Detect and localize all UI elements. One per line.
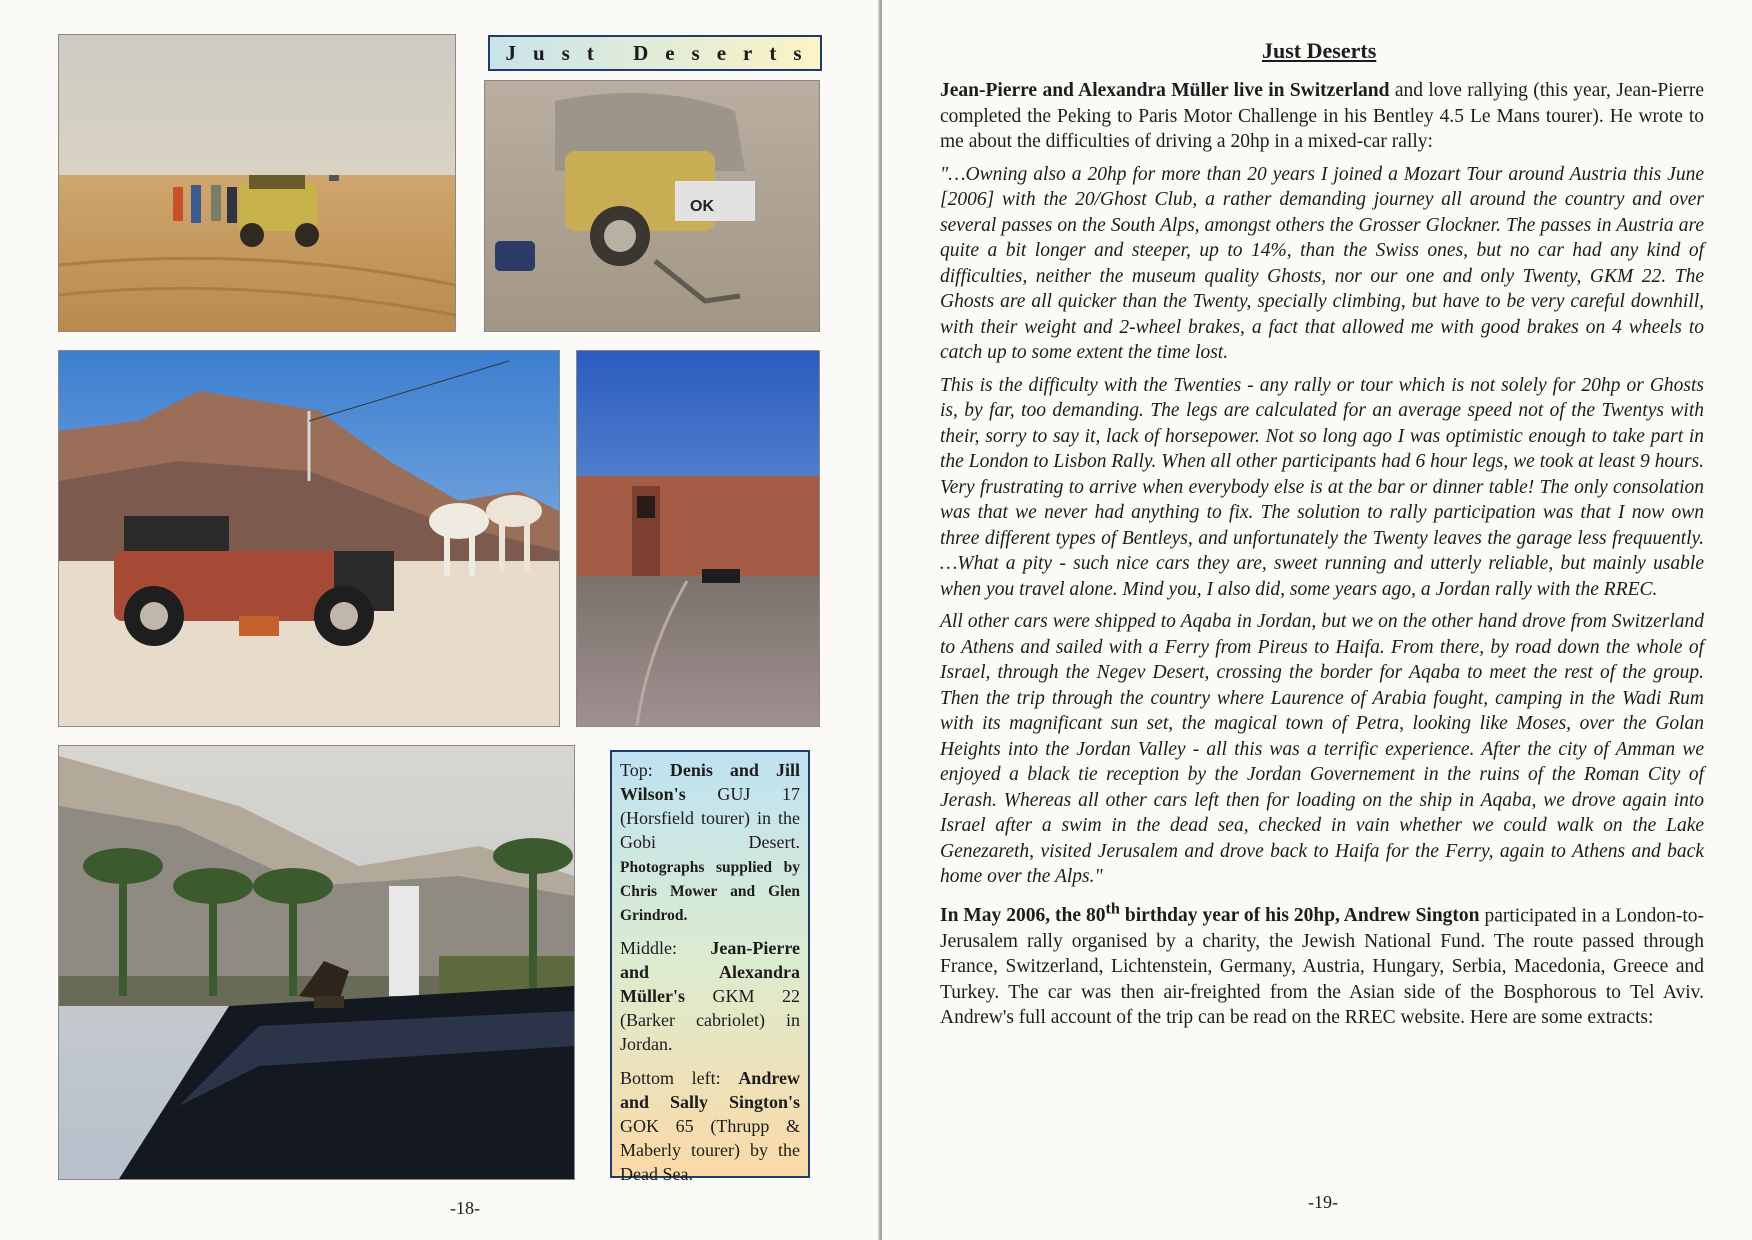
svg-text:OK: OK [690, 198, 714, 215]
page-number-right: -19- [1308, 1192, 1338, 1212]
photo-dead-sea-mascot [58, 745, 575, 1180]
article-paragraph-5: In May 2006, the 80th birthday year of his 20hp, Andrew Sington participated in a London-to-Jerusalem rally organised by a charity, the Jewish National Fund. The route passed through France, Switzerland, Lichtenstein, Germany, Austria, Hungary, Serbia, Macedonia, Greece and Turkey. The car was then air-freighted from the Asian side of the Bosphorous to Tel Aviv. Andrew's full account of the trip can be read on the RREC website. Here are some extracts: [940, 899, 1704, 1028]
article-paragraph-1: Jean-Pierre and Alexandra Müller live in Switzerland and love rallying (this year, Jean-Pierre completed the Peking to Paris Motor Challenge in his Bentley 4.5 Le Mans tourer). He wrote to me about the difficulties of driving a 20hp in a mixed-car rally: [940, 80, 1704, 152]
article-paragraph-3: This is the difficulty with the Twenties - any rally or tour which is not solely for 20hp or Ghosts is, by far, too demanding. The legs are calculated for an average speed not of the Twentys with their, sorry to say it, lack of horsepower. Not so long ago I was optimistic enough to take part in the London to Lisbon Rally. When all other participants had 6 hour legs, we took at least 9 hours. Very frustrating to arrive when everybody else is at the bar or dinner table! The only consolation was that we never had anything to fix. The solution to rally participation was that I now own three different types of Bentleys, and unfortunately the Twenty leaves the garage less frequuently. …What a pity - such nice cars they are, sweet running and utterly reliable, but mainly usable when you travel alone. Mind you, I also did, some years ago, a Jordan rally with the RREC. [940, 374, 1704, 600]
photo-gobi-desert [58, 34, 456, 332]
photo-jordan-car-camels [58, 350, 560, 727]
article-body [940, 78, 1704, 1038]
article-paragraph-2: "…Owning also a 20hp for more than 20 years I joined a Mozart Tour around Austria this June [2006] with the 20/Ghost Club, a rather demanding journey all around the country and over several passes on the South Alps, amongst others the Grosser Glockner. The passes in Austria are quite a bit longer and steeper, up to 14%, than the Swiss ones, but no car had any kind of difficulties, neither the museum quality Ghosts, nor our one and only Twenty, GKM 22. The Ghosts are all quicker than the Twenty, specially climbing, but have to be very careful downhill, with their weight and 2-wheel brakes, a fact that allowed me with good brakes on 4 wheels to catch up to some extent the time lost. [940, 163, 1704, 363]
section-banner [488, 35, 822, 71]
article-paragraph-4: All other cars were shipped to Aqaba in Jordan, but we on the other hand drove from Switzerland to Athens and sailed with a Ferry from Pireus to Haifa. From there, by road down the whole of Israel, through the Negev Desert, crossing the border for Aqaba to meet the rest of the group. Then the trip through the country where Laurence of Arabia fought, camping in the Wadi Rum with its magnificant sun set, the magical town of Petra, looking like Moses, over the Golan Heights into the Jordan Valley - all this was a terrific experience. After the city of Amman we enjoyed a black tie reception by the Jordan Governement in the ruins of the Roman City of Jerash. Whereas all other cars left then for loading on the ship in Aqaba, we drove again into Israel after a swim in the dead sea, checked in vain whether we could walk on the Lake Genezareth, visited Jerusalem and drove back to Haifa for the Ferry, again to Athens and back home over the Alps." [940, 611, 1704, 887]
photo-desert-castle [576, 350, 820, 727]
caption-top: Top: Denis and Jill Wilson's GUJ 17 (Horsfield tourer) in the Gobi Desert. Photographs supplied by Chris Mower and Glen Grindrod. [620, 760, 801, 924]
page-number-left: -18- [450, 1198, 480, 1218]
caption-bottom: Bottom left: Andrew and Sally Sington's GOK 65 (Thrupp & Maberly tourer) by the Dead Sea. [620, 1068, 800, 1184]
article-title: Just Deserts [1262, 38, 1377, 63]
caption-credit: Photographs supplied by Chris Mower and Glen Grindrod. [620, 859, 800, 924]
photo-captions [610, 750, 810, 1184]
banner-title: Just Deserts [505, 40, 819, 65]
photo-car-repair [484, 80, 820, 332]
caption-middle: Middle: Jean-Pierre and Alexandra Müller's GKM 22 (Barker cabriolet) in Jordan. [620, 938, 800, 1054]
